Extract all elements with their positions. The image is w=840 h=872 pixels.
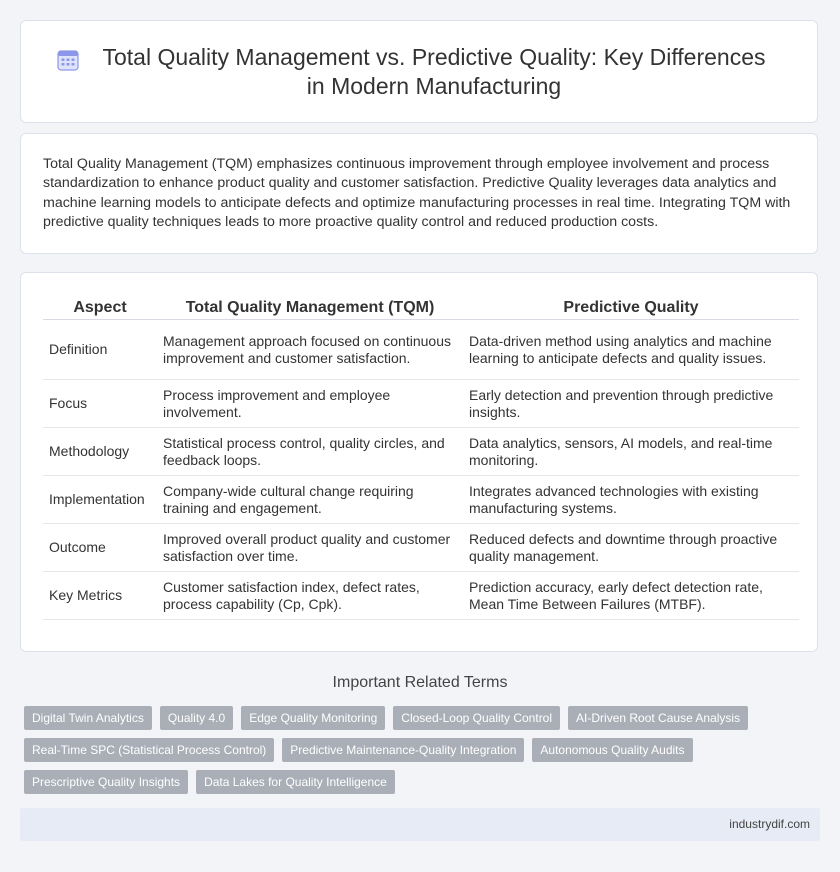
tag-real-time-spc[interactable]: Real-Time SPC (Statistical Process Control) xyxy=(24,738,274,762)
row-aspect: Focus xyxy=(43,380,157,428)
tag-ai-driven-root-cause-analysis[interactable]: AI-Driven Root Cause Analysis xyxy=(568,706,748,730)
tag-edge-quality-monitoring[interactable]: Edge Quality Monitoring xyxy=(241,706,385,730)
table-row xyxy=(43,524,799,572)
header-aspect: Aspect xyxy=(43,297,157,320)
row-predictive: Early detection and prevention through predictive insights. xyxy=(463,380,799,428)
row-tqm: Process improvement and employee involvement. xyxy=(157,380,463,428)
row-predictive: Reduced defects and downtime through proactive quality management. xyxy=(463,524,799,572)
comparison-card xyxy=(20,272,818,652)
tag-data-lakes-for-quality-intelligence[interactable]: Data Lakes for Quality Intelligence xyxy=(196,770,395,794)
row-tqm: Customer satisfaction index, defect rates, process capability (Cp, Cpk). xyxy=(157,572,463,620)
table-header-row xyxy=(43,297,799,320)
row-aspect: Methodology xyxy=(43,428,157,476)
row-aspect: Definition xyxy=(43,320,157,380)
intro-card xyxy=(20,133,818,254)
related-terms-title: Important Related Terms xyxy=(332,674,508,691)
row-predictive: Data-driven method using analytics and machine learning to anticipate defects and quality issues. xyxy=(463,320,799,380)
tag-predictive-maintenance-quality-integration[interactable]: Predictive Maintenance-Quality Integration xyxy=(282,738,524,762)
row-tqm: Management approach focused on continuous improvement and customer satisfaction. xyxy=(157,320,463,380)
tag-digital-twin-analytics[interactable]: Digital Twin Analytics xyxy=(24,706,152,730)
row-tqm: Improved overall product quality and customer satisfaction over time. xyxy=(157,524,463,572)
row-tqm: Statistical process control, quality circles, and feedback loops. xyxy=(157,428,463,476)
row-aspect: Key Metrics xyxy=(43,572,157,620)
header-predictive: Predictive Quality xyxy=(463,297,799,320)
row-predictive: Prediction accuracy, early defect detection rate, Mean Time Between Failures (MTBF). xyxy=(463,572,799,620)
comparison-table xyxy=(43,297,799,620)
tag-prescriptive-quality-insights[interactable]: Prescriptive Quality Insights xyxy=(24,770,188,794)
tag-autonomous-quality-audits[interactable]: Autonomous Quality Audits xyxy=(532,738,692,762)
table-row xyxy=(43,380,799,428)
header-tqm: Total Quality Management (TQM) xyxy=(157,297,463,320)
footer-site-link[interactable]: industrydif.com xyxy=(729,817,810,831)
row-predictive: Integrates advanced technologies with existing manufacturing systems. xyxy=(463,476,799,524)
tag-closed-loop-quality-control[interactable]: Closed-Loop Quality Control xyxy=(393,706,560,730)
title-card xyxy=(20,20,818,123)
table-row xyxy=(43,572,799,620)
intro-paragraph: Total Quality Management (TQM) emphasizes continuous improvement through employee involvement and process standardization to enhance product quality and customer satisfaction. Predictive Quality leverages data analytics and machine learning models to anticipate defects and optimize manufacturing processes in real time. Integrating TQM with predictive quality techniques leads to more proactive quality control and reduced production costs. xyxy=(43,156,791,231)
tag-quality-4-0[interactable]: Quality 4.0 xyxy=(160,706,233,730)
table-row xyxy=(43,428,799,476)
row-aspect: Implementation xyxy=(43,476,157,524)
row-predictive: Data analytics, sensors, AI models, and real-time monitoring. xyxy=(463,428,799,476)
footer xyxy=(20,808,820,841)
row-tqm: Company-wide cultural change requiring training and engagement. xyxy=(157,476,463,524)
page-title: Total Quality Management vs. Predictive Quality: Key Differences in Modern Manufacturing xyxy=(102,44,766,99)
table-row xyxy=(43,320,799,380)
related-terms-list xyxy=(24,706,824,794)
row-aspect: Outcome xyxy=(43,524,157,572)
table-row xyxy=(43,476,799,524)
